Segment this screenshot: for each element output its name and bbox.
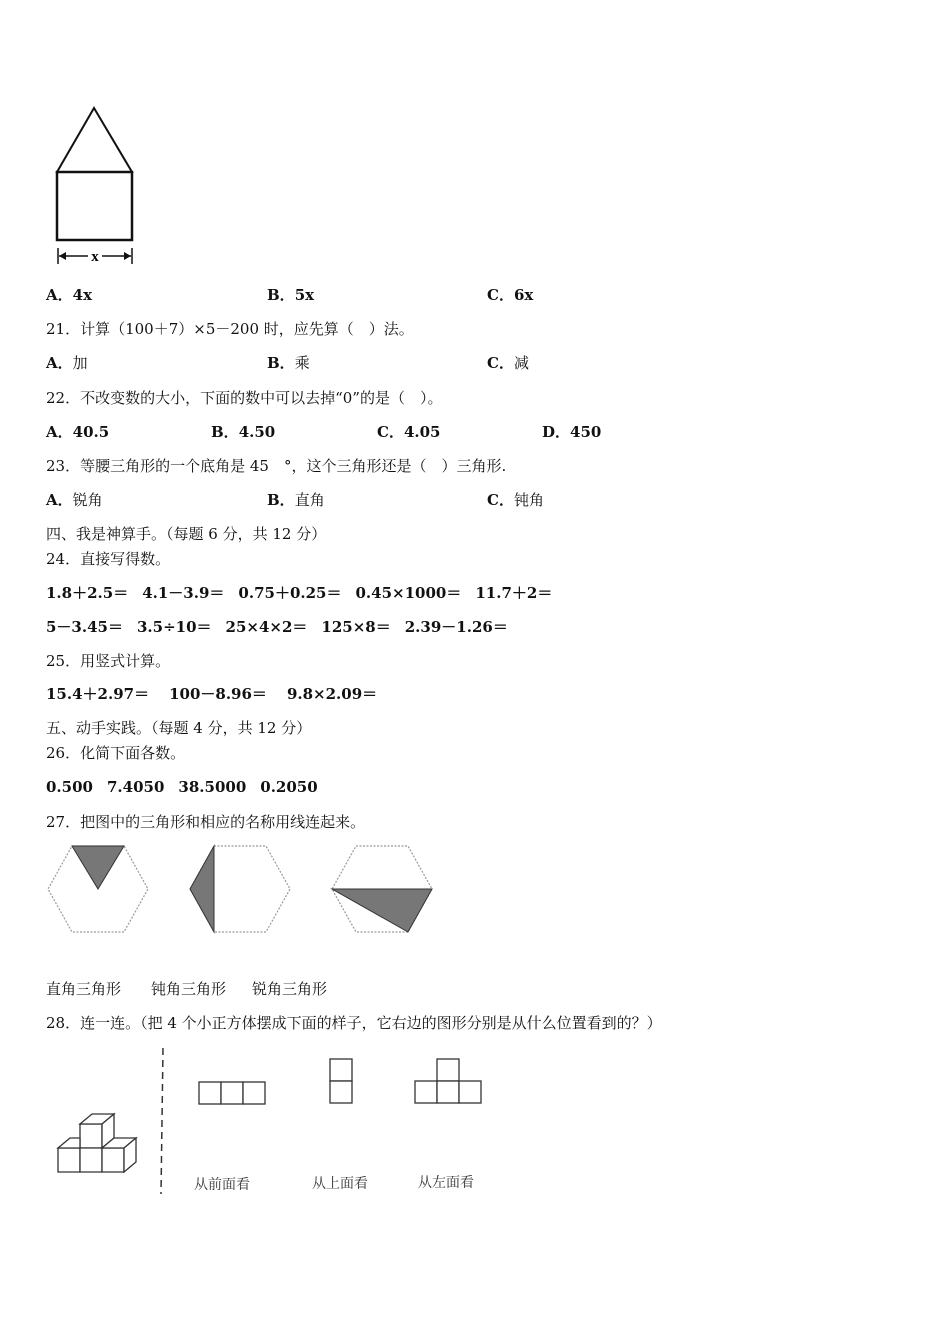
q27-question: 27．把图中的三角形和相应的名称用线连起来。 — [46, 813, 366, 831]
q25-row — [46, 684, 391, 704]
expr: 15.4＋2.97＝ — [46, 685, 150, 703]
q21-option-a: A．加 — [46, 354, 88, 372]
view-top-figure — [326, 1056, 356, 1108]
q25-question: 25．用竖式计算。 — [46, 652, 171, 670]
house-square — [57, 172, 132, 240]
name-obtuse-triangle: 钝角三角形 — [151, 980, 227, 998]
q24-row-2 — [46, 617, 522, 637]
q20-option-b: B．5x — [267, 286, 315, 304]
section-4-heading: 四、我是神算手。（每题 6 分，共 12 分） — [46, 525, 327, 543]
q22-option-a: A．40.5 — [46, 423, 110, 441]
q21-option-c: C．减 — [487, 354, 529, 372]
expr: 4.1－3.9＝ — [142, 584, 225, 602]
expr: 2.39－1.26＝ — [404, 618, 508, 636]
view-front-figure — [196, 1078, 268, 1108]
expr: 5－3.45＝ — [46, 618, 123, 636]
caption-front: 从前面看 — [194, 1177, 250, 1193]
q22-option-c: C．4.05 — [377, 423, 441, 441]
hexagon-figures — [44, 842, 439, 937]
view-left-figure — [412, 1056, 484, 1108]
arrow-left-icon — [59, 252, 66, 260]
arrow-right-icon — [124, 252, 131, 260]
q23-question: 23．等腰三角形的一个底角是 45 °，这个三角形还是（ ）三角形. — [46, 457, 507, 475]
expr: 11.7＋2＝ — [475, 584, 553, 602]
house-roof-triangle — [57, 108, 132, 172]
q22-question: 22．不改变数的大小，下面的数中可以去掉“0”的是（ ）。 — [46, 389, 443, 407]
expr: 3.5÷10＝ — [136, 618, 212, 636]
q23-option-a: A．锐角 — [46, 491, 103, 509]
expr: 0.75＋0.25＝ — [238, 584, 342, 602]
expr: 0.45×1000＝ — [355, 584, 462, 602]
expr: 9.8×2.09＝ — [286, 685, 378, 703]
number: 7.4050 — [106, 778, 165, 796]
expr: 100－8.96＝ — [169, 685, 267, 703]
shaded-triangle-2 — [190, 846, 214, 932]
expr: 1.8＋2.5＝ — [46, 584, 129, 602]
caption-left: 从左面看 — [418, 1175, 474, 1191]
number: 38.5000 — [178, 778, 247, 796]
q26-row — [46, 777, 332, 797]
q22-option-b: B．4.50 — [211, 423, 276, 441]
number: 0.2050 — [260, 778, 318, 796]
q26-question: 26．化简下面各数。 — [46, 744, 186, 762]
name-acute-triangle: 锐角三角形 — [252, 980, 328, 998]
expr: 125×8＝ — [321, 618, 391, 636]
q24-row-1 — [46, 583, 566, 603]
section-5-heading: 五、动手实践。（每题 4 分，共 12 分） — [46, 719, 312, 737]
q23-option-c: C．钝角 — [487, 491, 544, 509]
dashed-divider — [158, 1046, 168, 1196]
q21-question: 21．计算（100＋7）×5－200 时，应先算（ ）法。 — [46, 320, 414, 338]
q23-option-b: B．直角 — [267, 491, 325, 509]
caption-top: 从上面看 — [312, 1176, 368, 1192]
cube-stack-figure — [50, 1100, 150, 1180]
q22-option-d: D．450 — [542, 423, 602, 441]
q24-question: 24．直接写得数。 — [46, 550, 171, 568]
q20-option-c: C．6x — [487, 286, 534, 304]
number: 0.500 — [46, 778, 93, 796]
q20-option-a: A．4x — [46, 286, 93, 304]
house-figure — [50, 100, 145, 270]
q28-question: 28．连一连。（把 4 个小正方体摆成下面的样子，它右边的图形分别是从什么位置看到的？） — [46, 1014, 662, 1032]
name-right-triangle: 直角三角形 — [46, 980, 122, 998]
q27-names — [46, 979, 341, 999]
expr: 25×4×2＝ — [225, 618, 308, 636]
dimension-label: x — [91, 249, 99, 265]
q21-option-b: B．乘 — [267, 354, 310, 372]
